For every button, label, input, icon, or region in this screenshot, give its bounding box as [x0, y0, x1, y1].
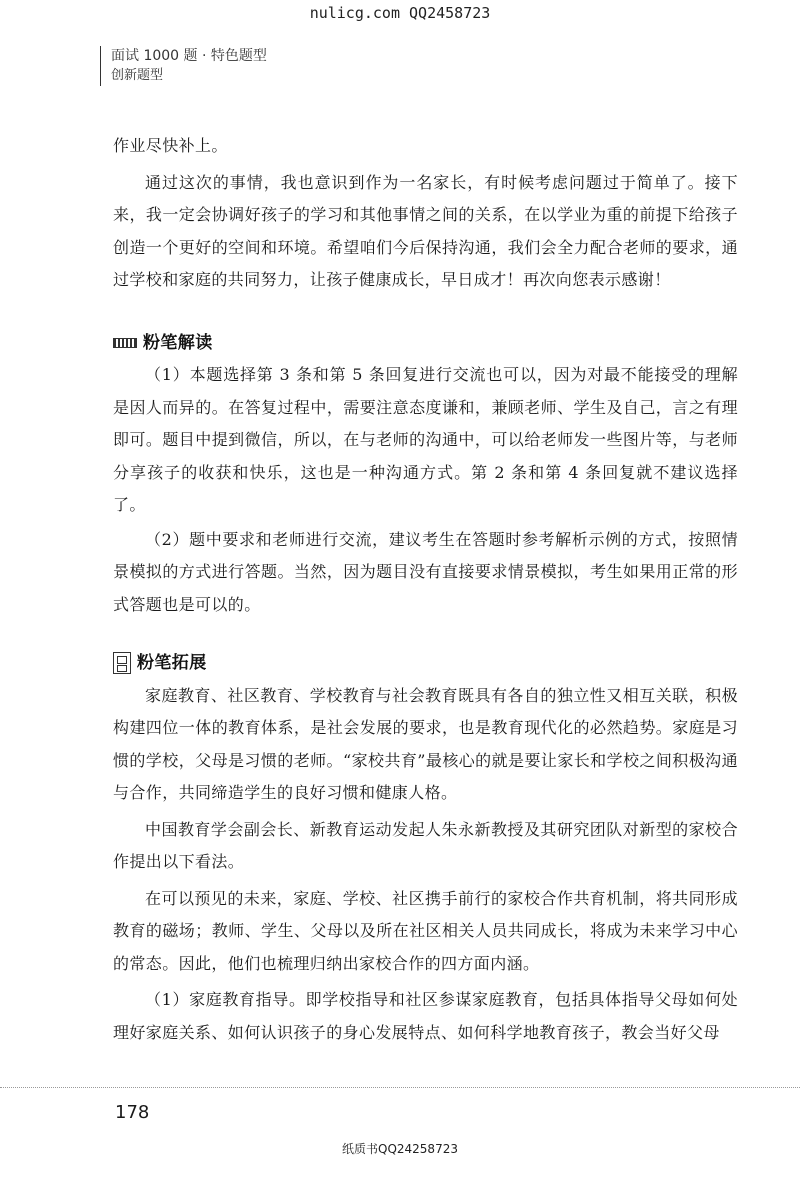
paragraph: 作业尽快补上。: [113, 136, 228, 155]
footer-divider: [0, 1087, 800, 1088]
watermark-bottom: 纸质书QQ24258723: [342, 1142, 458, 1156]
paragraph: 在可以预见的未来，家庭、学校、社区携手前行的家校合作共育机制，将共同形成教育的磁场；教师、学生、父母以及所在社区相关人员共同成长，将成为未来学习中心的常态。因此，他们也梳理归纳出家校合作的四方面内涵。: [113, 888, 738, 973]
section-title: 粉笔拓展: [137, 653, 207, 673]
section-heading-extension: [113, 647, 738, 680]
book-icon: [113, 338, 137, 348]
section-heading-interpretation: [113, 327, 738, 360]
paragraph: 中国教育学会副会长、新教育运动发起人朱永新教授及其研究团队对新型的家校合作提出以下看法。: [113, 819, 738, 871]
paragraph: 家庭教育、社区教育、学校教育与社会教育既具有各自的独立性又相互关联，积极构建四位一体的教育体系，是社会发展的要求，也是教育现代化的必然趋势。家庭是习惯的学校，父母是习惯的老师。“家校共育”最核心的就是要让家长和学校之间积极沟通与合作，共同缔造学生的良好习惯和健康人格。: [113, 685, 738, 802]
layout-icon: [113, 652, 131, 674]
paragraph: （1）家庭教育指导。即学校指导和社区参谋家庭教育，包括具体指导父母如何处理好家庭关系、如何认识孩子的身心发展特点、如何科学地教育孩子，教会当好父母: [113, 990, 738, 1042]
chapter-title: 创新题型: [111, 68, 164, 83]
book-title: 面试 1000 题 · 特色题型: [111, 48, 267, 64]
watermark-top: nulicg.com QQ2458723: [309, 4, 491, 22]
running-header: [100, 46, 267, 86]
paragraph: （2）题中要求和老师进行交流，建议考生在答题时参考解析示例的方式，按照情景模拟的方式进行答题。当然，因为题目没有直接要求情景模拟，考生如果用正常的形式答题也是可以的。: [113, 529, 738, 614]
paragraph: （1）本题选择第 3 条和第 5 条回复进行交流也可以，因为对最不能接受的理解是因人而异的。在答复过程中，需要注意态度谦和，兼顾老师、学生及自己，言之有理即可。题目中提到微信，所以，在与老师的沟通中，可以给老师发一些图片等，与老师分享孩子的收获和快乐，这也是一种沟通方式。第 2 条和第 4 条回复就不建议选择了。: [113, 365, 738, 514]
page-number: 178: [115, 1102, 150, 1123]
paragraph: 通过这次的事情，我也意识到作为一名家长，有时候考虑问题过于简单了。接下来，我一定会协调好孩子的学习和其他事情之间的关系，在以学业为重的前提下给孩子创造一个更好的空间和环境。希望咱们今后保持沟通，我们会全力配合老师的要求，通过学校和家庭的共同努力，让孩子健康成长，早日成才！再次向您表示感谢！: [113, 172, 738, 289]
page-body: [113, 130, 738, 1049]
section-title: 粉笔解读: [143, 332, 213, 353]
